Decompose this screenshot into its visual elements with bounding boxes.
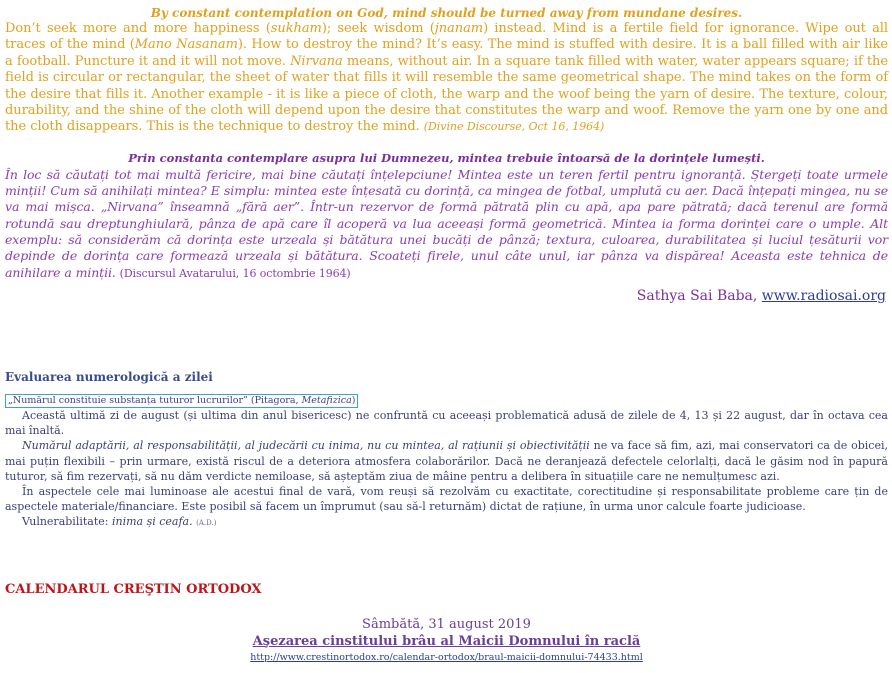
numerology-paragraph-2 [5, 438, 888, 484]
english-text-4: ). How to destroy the mind? It’s easy. The mind is stuffed with desire. It is a ball filled with air like a football. Puncture it and it will not move. [5, 37, 888, 69]
author-initials: (A.D.) [196, 519, 217, 528]
romanian-body [5, 167, 888, 282]
signature-name: Sathya Sai Baba, [636, 287, 762, 304]
calendar-url-link[interactable]: http://www.crestinortodox.ro/calendar-ortodox/braul-maicii-domnului-74433.html [250, 651, 643, 663]
term-jnanam: jnanam [434, 21, 484, 36]
numerology-italic-phrase: Numărul adaptării, al responsabilității, al judecării cu inima, nu cu mintea, al rațiunii și obiectivității [22, 439, 590, 453]
calendar-date: Sâmbătă, 31 august 2019 [362, 616, 531, 632]
english-source: (Divine Discourse, Oct 16, 1964) [423, 120, 605, 134]
calendar-url [5, 652, 888, 663]
english-text-3: ) instead. Mind is a fertile field for ignorance. Wipe out all traces of the mind ( [5, 21, 888, 53]
romanian-source: (Discursul Avatarului, 16 octombrie 1964) [119, 266, 351, 280]
radiosai-link[interactable]: www.radiosai.org [761, 287, 886, 304]
quote-end: ) [351, 394, 356, 406]
numerology-paragraph-1: Această ultimă zi de august (și ultima din anul bisericesc) ne confruntă cu aceeași problematică adusă de zilele de 4, 13 și 22 august, dar în octava cea mai înaltă. [5, 408, 888, 438]
term-nirvana: Nirvana [290, 53, 343, 69]
numerology-title: Evaluarea numerologică a zilei [5, 369, 213, 384]
signature [5, 288, 886, 304]
numerology-paragraph-3: În aspectele cele mai luminoase ale acestui final de vară, vom reuși să rezolvăm cu exactitate, corectitudine și responsabilitate probleme care țin de aspectele materiale/financiare. Este posibil să facem un împrumut (sau să-l returnăm) dictat de rațiune, în urma unor calcule foarte judicioase. [5, 484, 888, 514]
romanian-text: În loc să căutați tot mai multă fericire, mai bine căutați înțelepciune! Mintea este un teren fertil pentru ignoranță. Ștergeți toate urmele minții! Cum să anihilați mintea? E simplu: mintea este înțesată cu dorință, ca mingea de fotbal, umplută cu aer. Dacă înțepați mingea, nu se va mai mișca. „Nirvana” înseamnă „fără aer”. Într-un rezervor de formă pătrată plin cu apă, apa pare pătrată; dacă terenul are formă rotundă sau dreptunghiulară, pânza de apă care îl acoperă va lua aceeași formă geometrică. Mintea ia forma dorinței care o umple. Alt exemplu: să considerăm că dorința este urzeala și bătătura unei bucăți de pânză; textura, culoarea, durabilitatea și luciul țesăturii vor depinde de dorința care formează urzeala și bătătura. Scoateți firele, unul câte unul, iar pânza va dispărea! Aceasta este tehnica de anihilare a minții. [5, 166, 888, 280]
calendar-feast-link[interactable]: Aşezarea cinstitului brâu al Maicii Domnului în raclă [252, 633, 641, 649]
english-heading: By constant contemplation on God, mind should be turned away from mundane desires. [150, 6, 743, 20]
quote-work: Metafizica [301, 394, 352, 406]
vulnerability-line [5, 514, 888, 531]
english-body [5, 21, 888, 136]
term-sukham: sukham [270, 21, 322, 36]
term-mano-nasanam: Mano Nasanam [134, 37, 238, 53]
english-text-1: Don’t seek more and more happiness ( [5, 21, 271, 36]
vulnerability-value: inima și ceafa. [111, 515, 193, 529]
vulnerability-label: Vulnerabilitate: [22, 515, 112, 529]
numerology-paragraph-2-text: ne va face să fim, azi, mai conservatori ca de obicei, mai puțin flexibili – prin urmare, există riscul de a deteriora atmosfera colaborărilor. Dacă ne deranjează defectele celorlalți, dacă le găsim nod în papură tuturor, să fim rezervați, să nu dăm verdicte nemiloase, să așteptăm ziua de mâine pentru a delibera în situațiile care ne nemulțumesc azi. [5, 439, 888, 483]
romanian-heading: Prin constanta contemplare asupra lui Dumnezeu, mintea trebuie întoarsă de la dorințele lumești. [128, 150, 765, 165]
english-text-5: means, without air. In a square tank filled with water, water appears square; if the field is circular or rectangular, the sheet of water that fills it will resemble the same geometrical shape. The mind takes on the form of the desire that fills it. Another example - it is like a piece of cloth, the warp and the woof being the yarn of desire. The texture, colour, durability, and the shine of the cloth will depend upon the desire that constitutes the warp and woof. Remove the yarn one by one and the cloth disappears. This is the technique to destroy the mind. [5, 53, 888, 135]
calendar-title: CALENDARUL CREŞTIN ORTODOX [5, 581, 262, 597]
english-text-2: ); seek wisdom ( [321, 21, 435, 36]
quote-text: „Numărul constituie substanța tuturor lucrurilor” (Pitagora, [8, 394, 302, 406]
pythagoras-quote [5, 394, 358, 408]
